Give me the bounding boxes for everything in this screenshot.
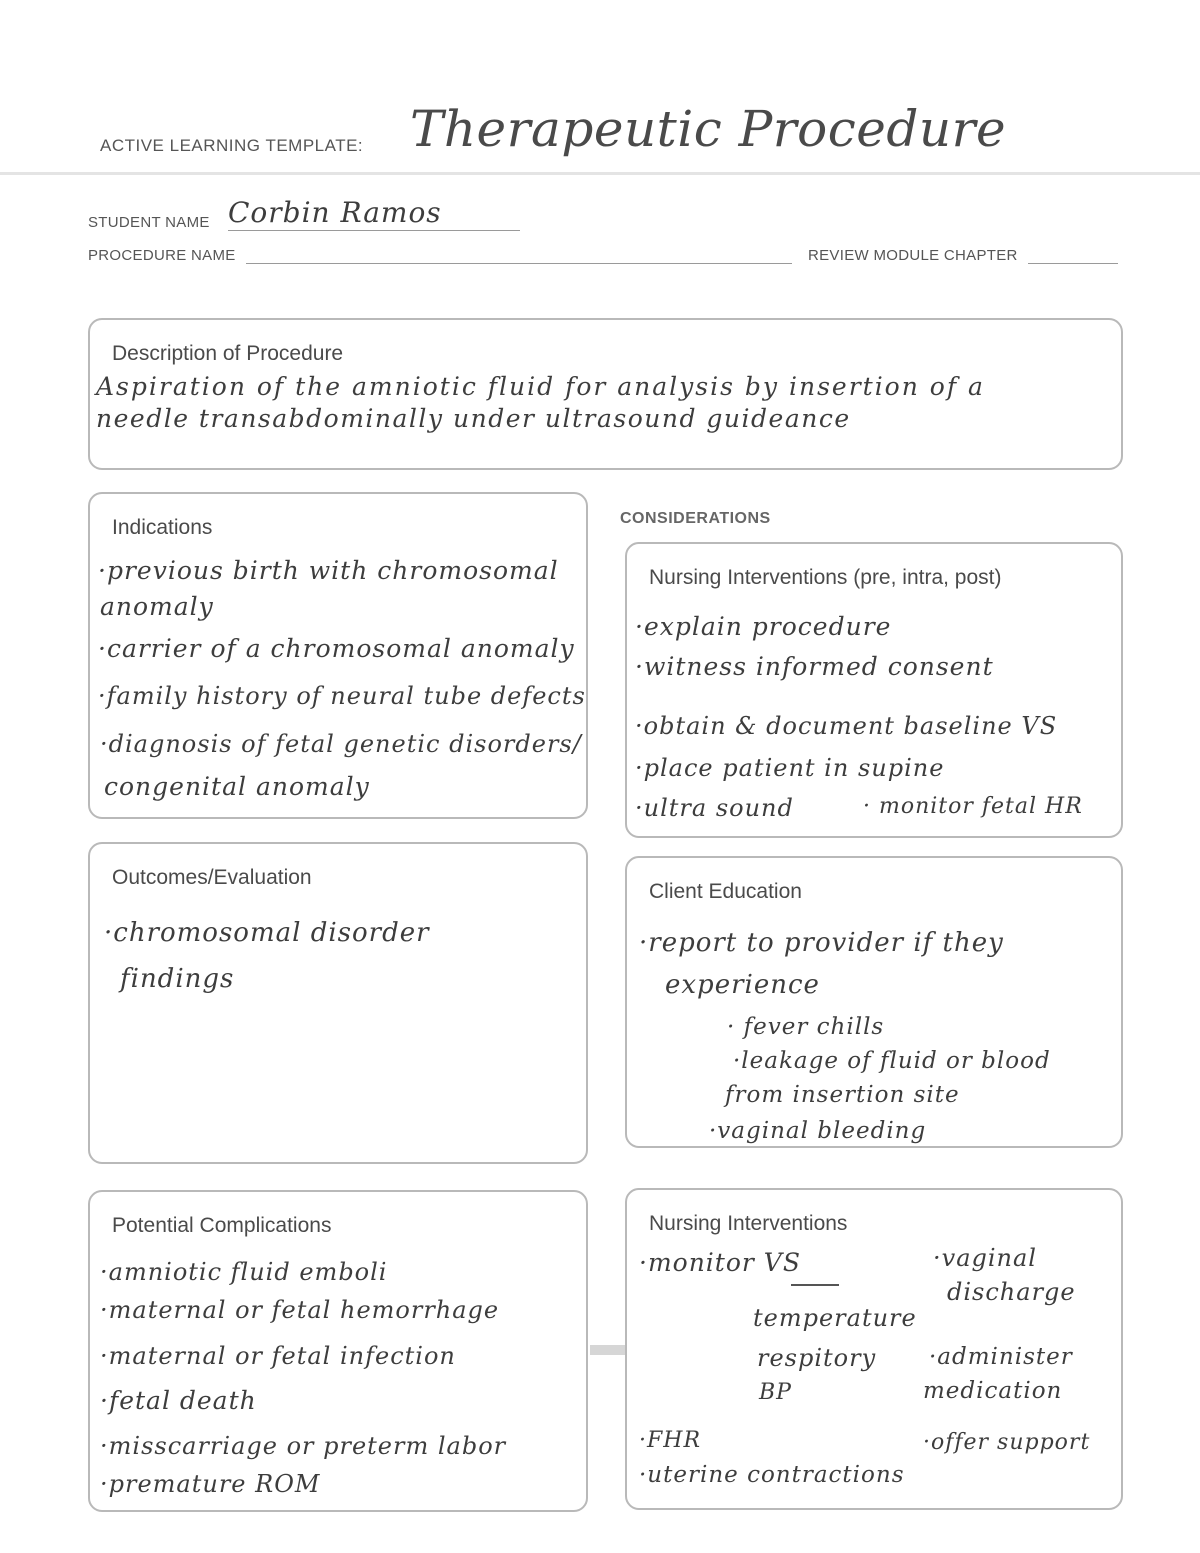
review-module-label: REVIEW MODULE CHAPTER — [808, 247, 1018, 264]
nursing-pre-line: · monitor fetal HR — [863, 794, 1083, 819]
nursing-interventions-pre-box — [625, 542, 1123, 838]
client-education-line: · fever chills — [727, 1014, 885, 1040]
nursing-line: ·administer — [929, 1344, 1073, 1370]
nursing-pre-line: ·explain procedure — [635, 612, 892, 641]
student-name-value[interactable]: Corbin Ramos — [228, 196, 442, 229]
nursing-line: medication — [923, 1378, 1063, 1404]
considerations-label: CONSIDERATIONS — [620, 510, 771, 527]
outcomes-line: findings — [120, 964, 235, 994]
page-title: Therapeutic Procedure — [410, 100, 1007, 158]
indications-line: ·previous birth with chromosomal — [98, 556, 559, 585]
potential-complications-title: Potential Complications — [112, 1214, 332, 1237]
nursing-line: discharge — [947, 1278, 1076, 1306]
nursing-pre-line: ·ultra sound — [635, 794, 794, 822]
client-education-line: from insertion site — [725, 1082, 960, 1108]
description-box — [88, 318, 1123, 470]
nursing-interventions-title: Nursing Interventions — [649, 1212, 848, 1235]
procedure-name-line — [246, 263, 792, 264]
description-line: needle transabdominally under ultrasound guideance — [96, 404, 851, 433]
student-name-line — [228, 230, 520, 231]
outcomes-title: Outcomes/Evaluation — [112, 866, 312, 889]
student-name-label: STUDENT NAME — [88, 214, 210, 231]
nursing-line: ·monitor VS — [639, 1248, 801, 1277]
nursing-line: ·offer support — [923, 1430, 1091, 1455]
vs-underline — [791, 1284, 839, 1286]
indications-line: congenital anomaly — [104, 772, 370, 801]
nursing-interventions-pre-title: Nursing Interventions (pre, intra, post) — [649, 566, 1002, 589]
client-education-line: ·vaginal bleeding — [709, 1118, 927, 1144]
nursing-line: temperature — [753, 1304, 917, 1332]
complications-line: ·maternal or fetal infection — [100, 1342, 456, 1370]
nursing-line: ·FHR — [639, 1428, 702, 1453]
nursing-line: ·vaginal — [933, 1244, 1037, 1272]
template-label: ACTIVE LEARNING TEMPLATE: — [100, 136, 364, 155]
outcomes-box — [88, 842, 588, 1164]
description-line: Aspiration of the amniotic fluid for analysis by insertion of a — [96, 372, 985, 401]
indications-line: ·diagnosis of fetal genetic disorders/ — [100, 730, 582, 758]
complications-line: ·misscarriage or preterm labor — [100, 1432, 507, 1460]
client-education-box — [625, 856, 1123, 1148]
indications-line: anomaly — [100, 592, 214, 621]
outcomes-line: ·chromosomal disorder — [104, 918, 430, 948]
complications-line: ·fetal death — [100, 1386, 257, 1415]
nursing-pre-line: ·witness informed consent — [635, 652, 994, 681]
client-education-line: experience — [665, 970, 820, 1000]
client-education-line: ·leakage of fluid or blood — [733, 1048, 1051, 1074]
nursing-interventions-box — [625, 1188, 1123, 1510]
indications-title: Indications — [112, 516, 213, 539]
nursing-line: BP — [759, 1380, 792, 1405]
complications-line: ·maternal or fetal hemorrhage — [100, 1296, 500, 1324]
client-education-line: ·report to provider if they — [639, 928, 1004, 958]
indications-box — [88, 492, 588, 819]
nursing-line: respitory — [757, 1344, 877, 1372]
procedure-name-label: PROCEDURE NAME — [88, 247, 236, 264]
potential-complications-box — [88, 1190, 588, 1512]
nursing-pre-line: ·obtain & document baseline VS — [635, 712, 1058, 740]
nursing-line: ·uterine contractions — [639, 1462, 905, 1488]
nursing-pre-line: ·place patient in supine — [635, 754, 945, 782]
indications-line: ·family history of neural tube defects — [98, 682, 586, 710]
complications-line: ·amniotic fluid emboli — [100, 1258, 388, 1286]
review-module-line — [1028, 263, 1118, 264]
client-education-title: Client Education — [649, 880, 802, 903]
box-connector — [590, 1345, 626, 1355]
description-title: Description of Procedure — [112, 342, 344, 365]
header-divider — [0, 172, 1200, 175]
indications-line: ·carrier of a chromosomal anomaly — [98, 634, 575, 663]
complications-line: ·premature ROM — [100, 1470, 321, 1498]
